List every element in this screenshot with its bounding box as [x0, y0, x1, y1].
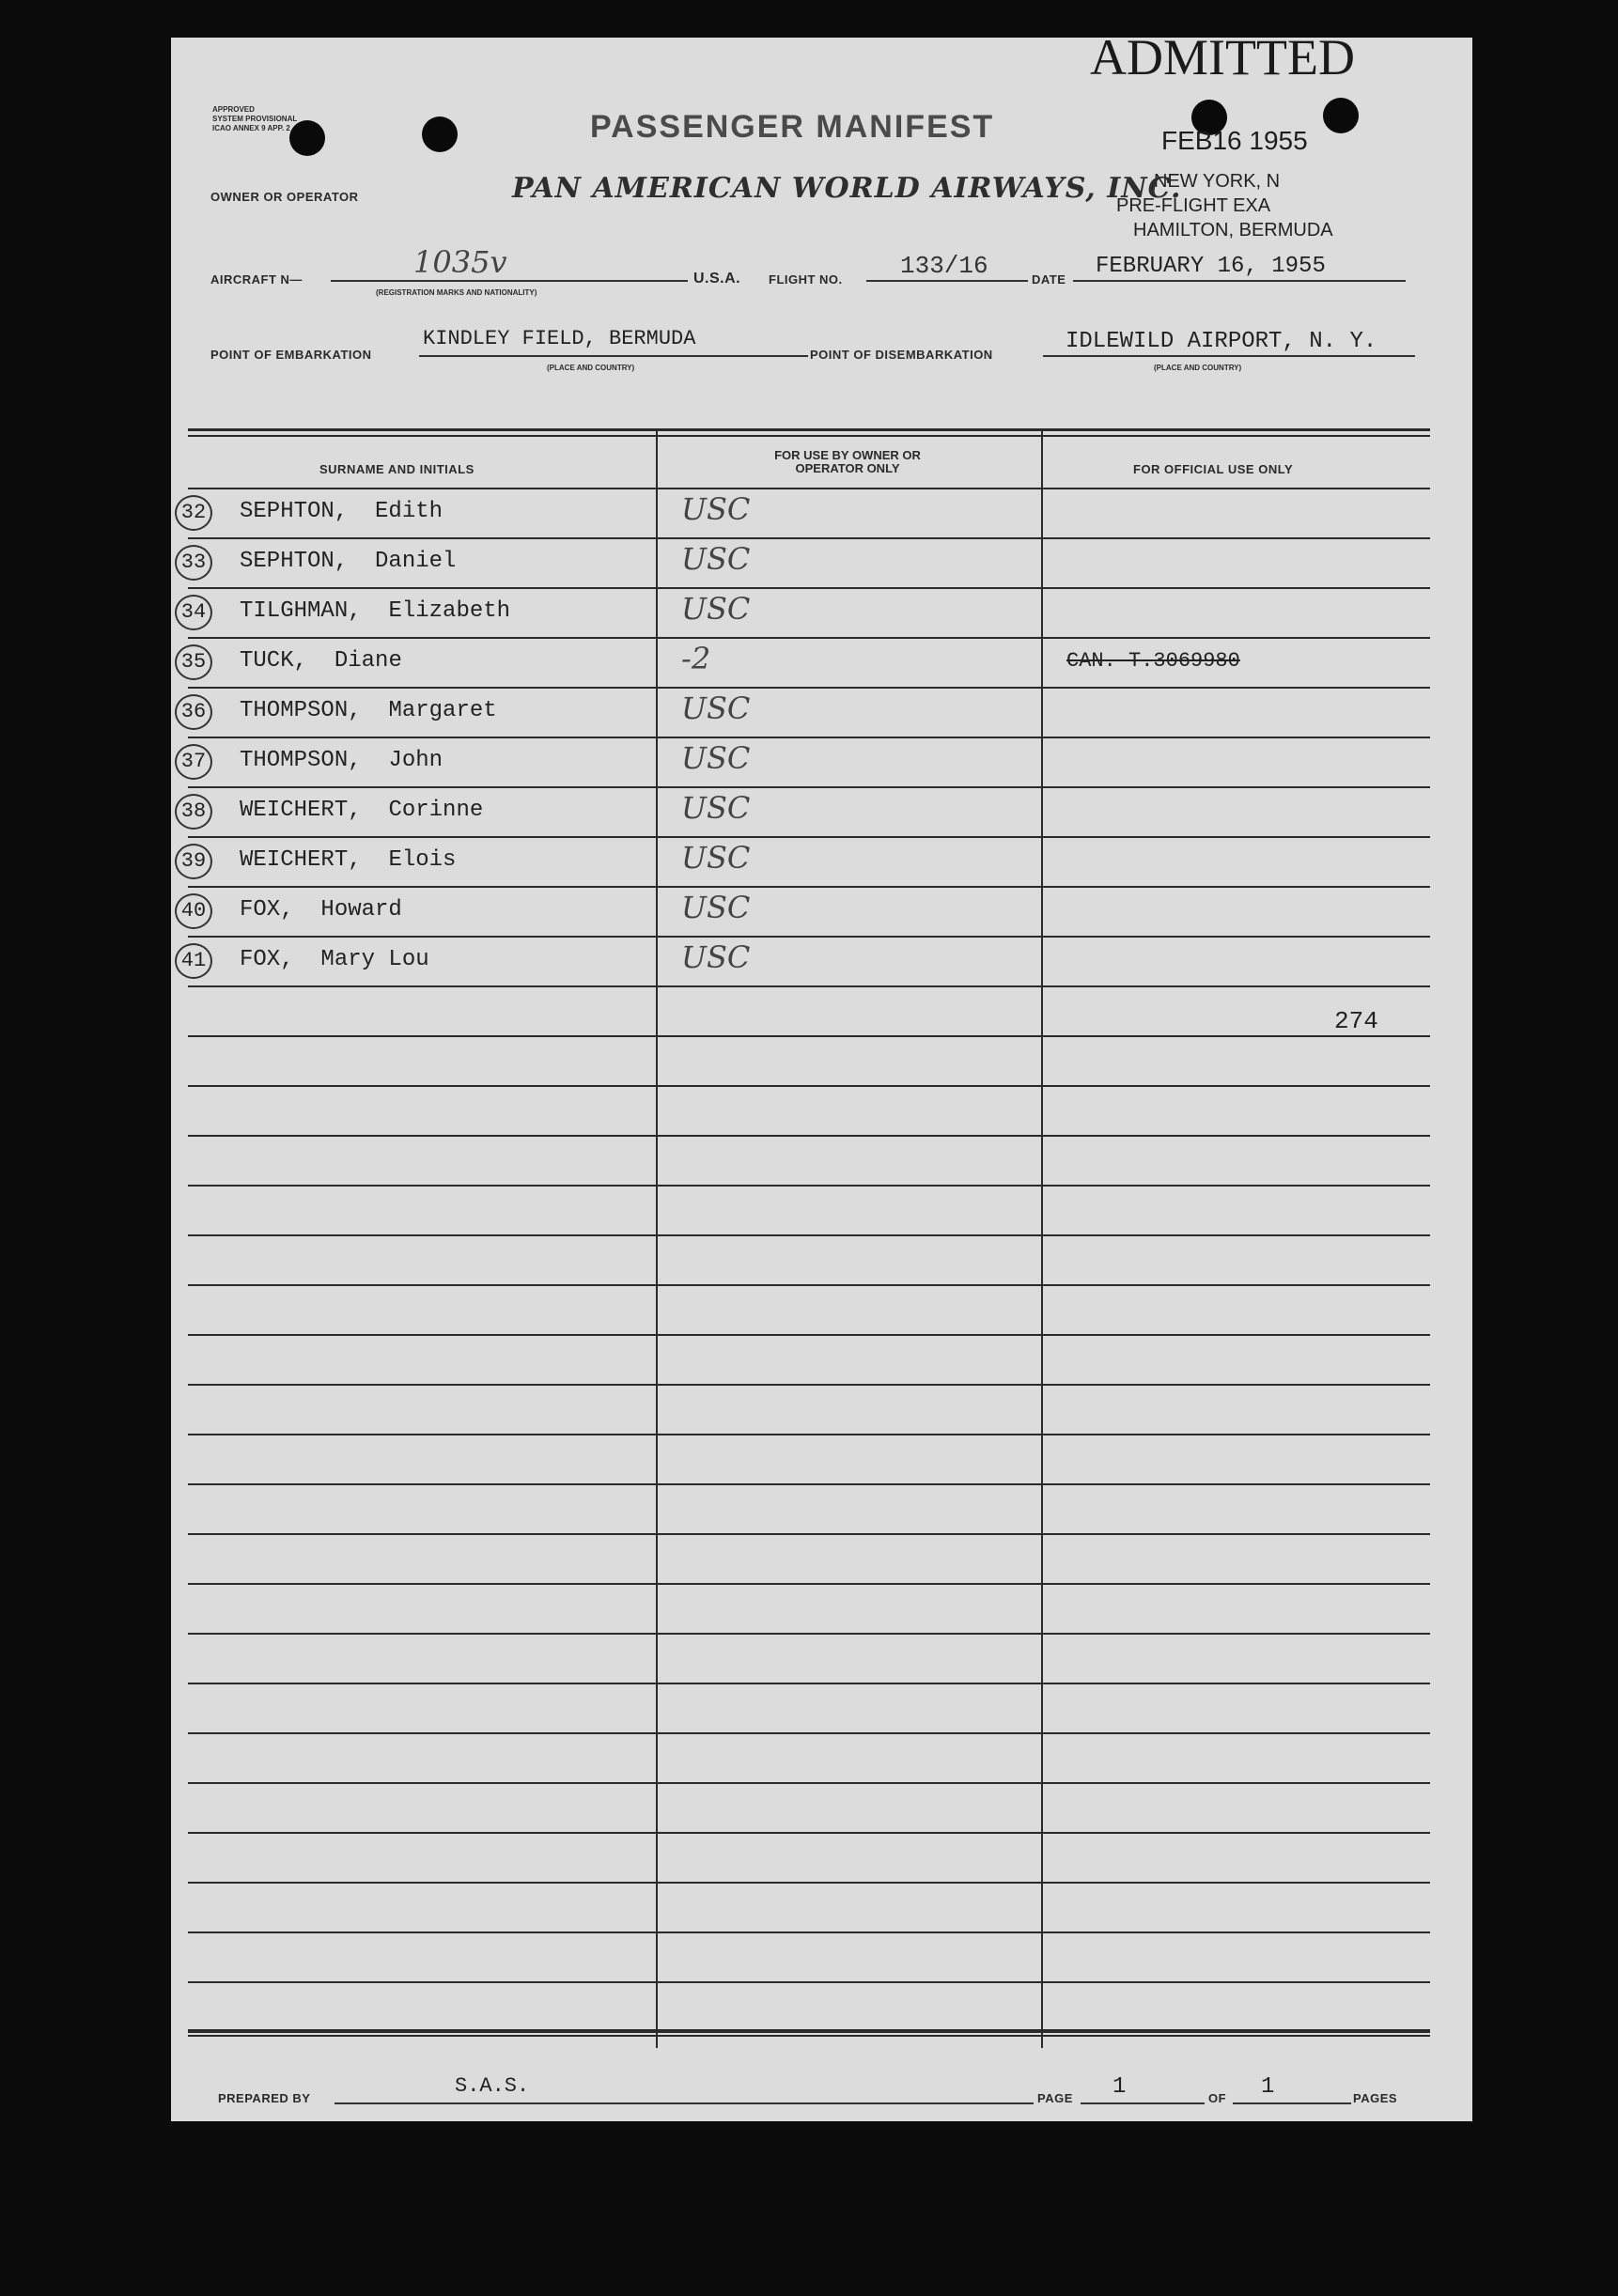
approval-line-2: SYSTEM PROVISIONAL	[212, 115, 298, 123]
passenger-surname: WEICHERT,	[240, 798, 362, 823]
table-row	[180, 488, 1430, 537]
prepared-by-label: PREPARED BY	[218, 2091, 311, 2105]
aircraft-caption: (REGISTRATION MARKS AND NATIONALITY)	[376, 288, 537, 297]
table-bottom-rule	[188, 2029, 1430, 2032]
date-underline	[1073, 280, 1406, 282]
column-header-name: SURNAME AND INITIALS	[319, 462, 475, 476]
owner-use-mark: USC	[681, 790, 751, 826]
aircraft-country: U.S.A.	[693, 271, 741, 287]
punch-hole	[1323, 98, 1359, 133]
passenger-number: 34	[175, 595, 212, 630]
approval-line-1: APPROVED	[212, 105, 255, 114]
stamp-location-1: NEW YORK, N	[1154, 171, 1281, 192]
table-row	[180, 587, 1430, 637]
table-rule	[188, 1284, 1430, 1286]
passenger-name	[240, 499, 443, 524]
table-rule	[188, 1483, 1430, 1485]
page-underline	[1081, 2102, 1205, 2104]
passenger-given-name: Elizabeth	[388, 598, 511, 624]
table-row	[180, 786, 1430, 836]
passenger-number: 35	[175, 644, 212, 680]
disembarkation-value: IDLEWILD AIRPORT, N. Y.	[1066, 329, 1377, 354]
passenger-given-name: Elois	[388, 847, 457, 873]
date-label: DATE	[1032, 272, 1066, 287]
airline-name: PAN AMERICAN WORLD AIRWAYS, INC.	[512, 172, 1182, 205]
passenger-surname: THOMPSON,	[240, 748, 362, 773]
table-rule	[188, 1533, 1430, 1535]
embarkation-caption: (PLACE AND COUNTRY)	[547, 364, 635, 372]
passenger-number: 37	[175, 744, 212, 780]
passenger-given-name: Diane	[334, 648, 402, 674]
official-note: 274	[1334, 1007, 1378, 1035]
disembarkation-caption: (PLACE AND COUNTRY)	[1154, 364, 1242, 372]
table-rule	[188, 1185, 1430, 1187]
passenger-surname: THOMPSON,	[240, 698, 362, 723]
table-row	[180, 836, 1430, 886]
passenger-surname: SEPHTON,	[240, 499, 349, 524]
embarkation-label: POINT OF EMBARKATION	[210, 348, 372, 362]
owner-use-mark: USC	[681, 591, 751, 627]
passenger-number: 36	[175, 694, 212, 730]
table-rule	[188, 1633, 1430, 1635]
table-rule	[188, 1931, 1430, 1933]
embarkation-underline	[419, 355, 808, 357]
owner-use-mark: USC	[681, 541, 751, 577]
table-rule	[188, 1583, 1430, 1585]
passenger-given-name: Mary Lou	[320, 947, 429, 972]
flight-value: 133/16	[900, 252, 988, 280]
table-rule	[188, 1334, 1430, 1336]
prepared-by-value: S.A.S.	[455, 2074, 530, 2098]
table-row	[180, 537, 1430, 587]
admitted-stamp: ADMITTED	[1090, 29, 1355, 85]
page-label: PAGE	[1037, 2091, 1073, 2105]
column-header-official: FOR OFFICIAL USE ONLY	[1133, 462, 1294, 476]
table-row	[180, 637, 1430, 687]
table-rule	[188, 1782, 1430, 1784]
of-label: OF	[1208, 2091, 1227, 2105]
passenger-number: 40	[175, 893, 212, 929]
approval-line-3: ICAO ANNEX 9 APP. 2	[212, 124, 290, 132]
passenger-name	[240, 897, 402, 923]
passenger-name	[240, 648, 402, 674]
prepared-by-underline	[334, 2102, 1034, 2104]
passenger-surname: TUCK,	[240, 648, 308, 674]
table-rule	[188, 1732, 1430, 1734]
passenger-number: 33	[175, 545, 212, 581]
disembarkation-label: POINT OF DISEMBARKATION	[810, 348, 993, 362]
disembarkation-underline	[1043, 355, 1415, 357]
stamp-location-2: PRE-FLIGHT EXA	[1116, 195, 1271, 216]
passenger-name	[240, 549, 456, 574]
table-rule	[188, 1234, 1430, 1236]
passenger-given-name: Daniel	[375, 549, 457, 574]
passenger-surname: WEICHERT,	[240, 847, 362, 873]
table-top-rule	[188, 428, 1430, 431]
table-rule	[188, 1085, 1430, 1087]
pages-label: PAGES	[1353, 2091, 1398, 2105]
table-rule	[188, 1434, 1430, 1435]
owner-use-mark: USC	[681, 690, 751, 726]
passenger-name	[240, 947, 429, 972]
owner-use-mark: USC	[681, 939, 751, 975]
passenger-number: 38	[175, 794, 212, 830]
table-bottom-rule-2	[188, 2035, 1430, 2037]
passenger-surname: FOX,	[240, 897, 294, 923]
of-value: 1	[1261, 2074, 1275, 2100]
table-top-rule-2	[188, 435, 1430, 437]
flight-underline	[866, 280, 1028, 282]
passenger-number: 39	[175, 844, 212, 879]
table-rule	[188, 1135, 1430, 1137]
aircraft-underline	[331, 280, 688, 282]
table-rule	[188, 1384, 1430, 1386]
owner-use-mark: USC	[681, 491, 751, 527]
passenger-number: 41	[175, 943, 212, 979]
owner-use-mark: -2	[681, 641, 711, 676]
official-use-entry: CAN. T.3069980	[1066, 649, 1240, 673]
passenger-given-name: Edith	[375, 499, 443, 524]
owner-use-mark: USC	[681, 740, 751, 776]
passenger-given-name: Corinne	[388, 798, 484, 823]
passenger-name	[240, 698, 497, 723]
table-rule	[188, 985, 1430, 987]
page-value: 1	[1112, 2074, 1127, 2100]
passenger-name	[240, 748, 443, 773]
page-title: PASSENGER MANIFEST	[590, 109, 995, 145]
passenger-name	[240, 847, 456, 873]
passenger-name	[240, 798, 483, 823]
table-rule	[188, 1832, 1430, 1834]
aircraft-value: 1035v	[413, 244, 507, 280]
table-rule	[188, 1981, 1430, 1983]
flight-label: FLIGHT NO.	[769, 272, 843, 287]
passenger-surname: SEPHTON,	[240, 549, 349, 574]
passenger-given-name: John	[388, 748, 443, 773]
passenger-given-name: Margaret	[388, 698, 497, 723]
passenger-given-name: Howard	[320, 897, 402, 923]
owner-use-mark: USC	[681, 890, 751, 925]
punch-hole	[289, 120, 325, 156]
punch-hole	[422, 116, 458, 152]
table-row	[180, 737, 1430, 786]
stamp-date: FEB16 1955	[1161, 126, 1308, 155]
passenger-number: 32	[175, 495, 212, 531]
table-row	[180, 936, 1430, 985]
table-rule	[188, 1035, 1430, 1037]
table-rule	[188, 1882, 1430, 1884]
column-header-owner: FOR USE BY OWNER OR OPERATOR ONLY	[774, 448, 921, 475]
passenger-surname: FOX,	[240, 947, 294, 972]
embarkation-value: KINDLEY FIELD, BERMUDA	[423, 327, 696, 350]
passenger-name	[240, 598, 510, 624]
passenger-surname: TILGHMAN,	[240, 598, 362, 624]
date-value: FEBRUARY 16, 1955	[1096, 254, 1326, 279]
owner-label: OWNER OR OPERATOR	[210, 190, 359, 204]
owner-use-mark: USC	[681, 840, 751, 876]
table-row	[180, 687, 1430, 737]
stamp-location-3: HAMILTON, BERMUDA	[1133, 220, 1333, 240]
of-underline	[1233, 2102, 1351, 2104]
table-row	[180, 886, 1430, 936]
table-rule	[188, 1683, 1430, 1684]
aircraft-label: AIRCRAFT N—	[210, 272, 303, 287]
